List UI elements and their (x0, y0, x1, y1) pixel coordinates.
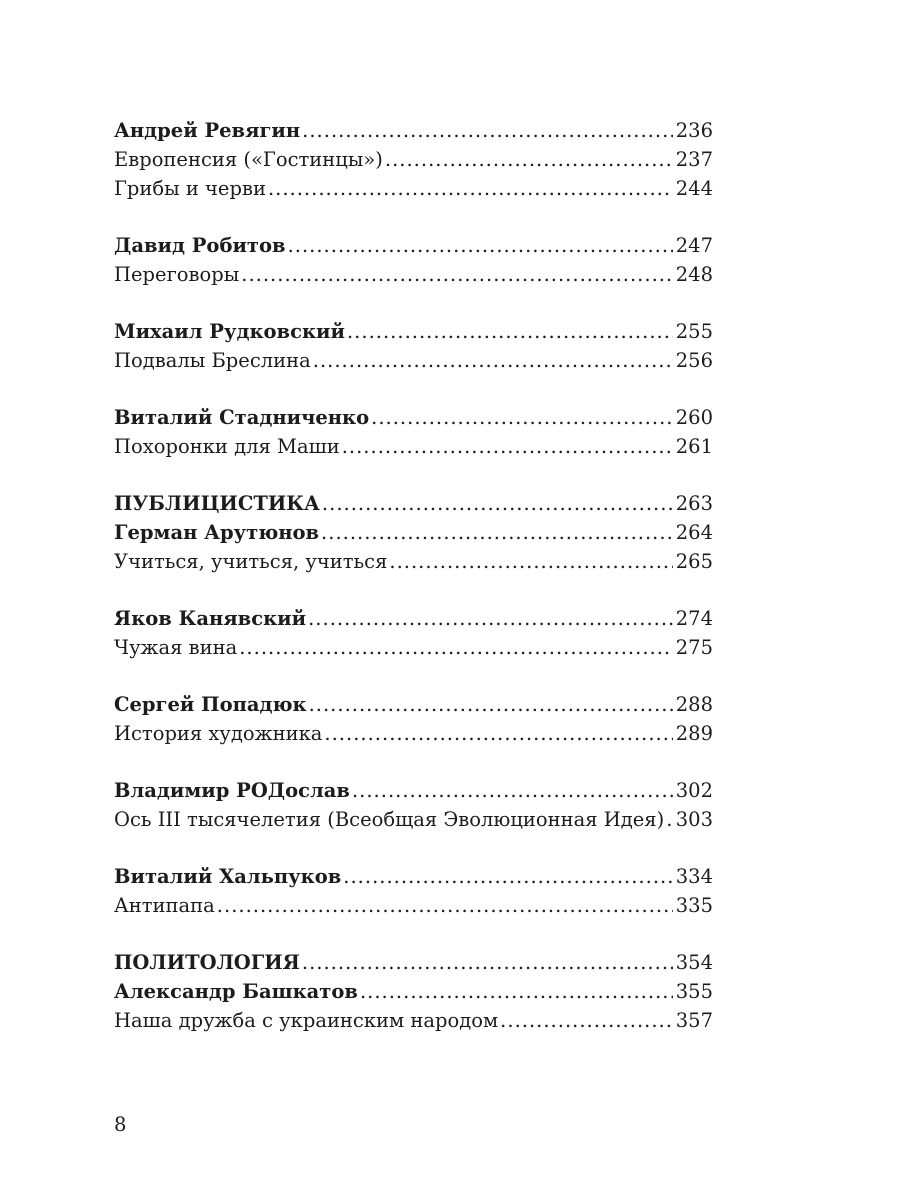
toc-entry-title: Андрей Ревягин (114, 119, 301, 142)
dot-leader (309, 690, 673, 719)
toc-entry-title: Европенсия («Гостинцы») (114, 148, 383, 171)
toc-entry-page: 236 (675, 119, 713, 142)
dot-leader (302, 116, 673, 145)
toc-entry-work[interactable] (114, 547, 713, 576)
toc-entry-title: Похоронки для Маши (114, 435, 340, 458)
page-number: 8 (114, 1113, 127, 1136)
dot-leader (666, 805, 673, 834)
toc-entry-author[interactable] (114, 776, 713, 805)
toc-entry-title: Чужая вина (114, 636, 238, 659)
toc-entry-page: 248 (675, 263, 713, 286)
dot-leader (217, 891, 673, 920)
toc-entry-author[interactable] (114, 977, 713, 1006)
dot-leader (324, 719, 673, 748)
toc-entry-section[interactable] (114, 948, 713, 977)
toc-entry-work[interactable] (114, 346, 713, 375)
dot-leader (321, 518, 673, 547)
toc-entry-title: Яков Канявский (114, 607, 307, 630)
toc-entry-work[interactable] (114, 260, 713, 289)
toc-entry-page: 264 (675, 521, 713, 544)
toc-entry-page: 274 (675, 607, 713, 630)
toc-entry-work[interactable] (114, 145, 713, 174)
dot-leader (389, 547, 673, 576)
toc-entry-title: Сергей Попадюк (114, 693, 307, 716)
dot-leader (385, 145, 673, 174)
toc-entry-title: ПОЛИТОЛОГИЯ (114, 951, 300, 974)
toc-entry-page: 357 (675, 1009, 713, 1032)
toc-entry-title: Наша дружба с украинским народом (114, 1009, 499, 1032)
toc-entry-author[interactable] (114, 518, 713, 547)
toc-entry-page: 334 (675, 865, 713, 888)
toc-entry-author[interactable] (114, 116, 713, 145)
toc-entry-page: 335 (675, 894, 713, 917)
toc-entry-title: Виталий Хальпуков (114, 865, 342, 888)
toc-entry-work[interactable] (114, 432, 713, 461)
toc-entry-page: 263 (675, 492, 713, 515)
toc-entry-title: Герман Арутюнов (114, 521, 320, 544)
dot-leader (308, 604, 673, 633)
toc-entry-page: 247 (675, 234, 713, 257)
toc-entry-page: 303 (675, 808, 713, 831)
toc-entry-author[interactable] (114, 317, 713, 346)
toc-entry-work[interactable] (114, 891, 713, 920)
toc-entry-page: 260 (675, 406, 713, 429)
toc-entry-page: 289 (675, 722, 713, 745)
dot-leader (500, 1006, 673, 1035)
toc-entry-section[interactable] (114, 489, 713, 518)
toc-entry-page: 354 (675, 951, 713, 974)
toc-entry-title: История художника (114, 722, 323, 745)
toc-entry-title: Ось III тысячелетия (Всеобщая Эволюционная Идея) (114, 808, 665, 831)
toc-entry-page: 265 (675, 550, 713, 573)
toc-entry-work[interactable] (114, 719, 713, 748)
toc-entry-title: Антипапа (114, 894, 215, 917)
dot-leader (371, 403, 673, 432)
toc-entry-author[interactable] (114, 231, 713, 260)
dot-leader (343, 862, 673, 891)
dot-leader (302, 948, 673, 977)
table-of-contents (114, 116, 713, 1035)
dot-leader (313, 346, 673, 375)
toc-entry-page: 244 (675, 177, 713, 200)
toc-entry-page: 256 (675, 349, 713, 372)
toc-entry-title: Давид Робитов (114, 234, 286, 257)
toc-entry-work[interactable] (114, 633, 713, 662)
toc-entry-page: 288 (675, 693, 713, 716)
dot-leader (268, 174, 673, 203)
dot-leader (352, 776, 673, 805)
toc-entry-title: Александр Башкатов (114, 980, 358, 1003)
dot-leader (241, 260, 673, 289)
toc-entry-title: Владимир РОДослав (114, 779, 350, 802)
dot-leader (322, 489, 673, 518)
toc-entry-author[interactable] (114, 690, 713, 719)
toc-entry-title: ПУБЛИЦИСТИКА (114, 492, 320, 515)
toc-entry-page: 255 (675, 320, 713, 343)
toc-entry-author[interactable] (114, 604, 713, 633)
dot-leader (342, 432, 673, 461)
dot-leader (347, 317, 673, 346)
toc-entry-page: 275 (675, 636, 713, 659)
toc-entry-title: Учиться, учиться, учиться (114, 550, 388, 573)
dot-leader (288, 231, 673, 260)
dot-leader (360, 977, 673, 1006)
toc-entry-title: Переговоры (114, 263, 240, 286)
toc-entry-author[interactable] (114, 862, 713, 891)
toc-entry-work[interactable] (114, 805, 713, 834)
toc-entry-title: Виталий Стадниченко (114, 406, 370, 429)
toc-entry-work[interactable] (114, 1006, 713, 1035)
toc-entry-title: Михаил Рудковский (114, 320, 345, 343)
toc-entry-work[interactable] (114, 174, 713, 203)
toc-entry-page: 261 (675, 435, 713, 458)
toc-entry-page: 237 (675, 148, 713, 171)
dot-leader (239, 633, 673, 662)
toc-entry-author[interactable] (114, 403, 713, 432)
toc-entry-title: Грибы и черви (114, 177, 266, 200)
toc-entry-title: Подвалы Бреслина (114, 349, 311, 372)
toc-entry-page: 302 (675, 779, 713, 802)
toc-entry-page: 355 (675, 980, 713, 1003)
